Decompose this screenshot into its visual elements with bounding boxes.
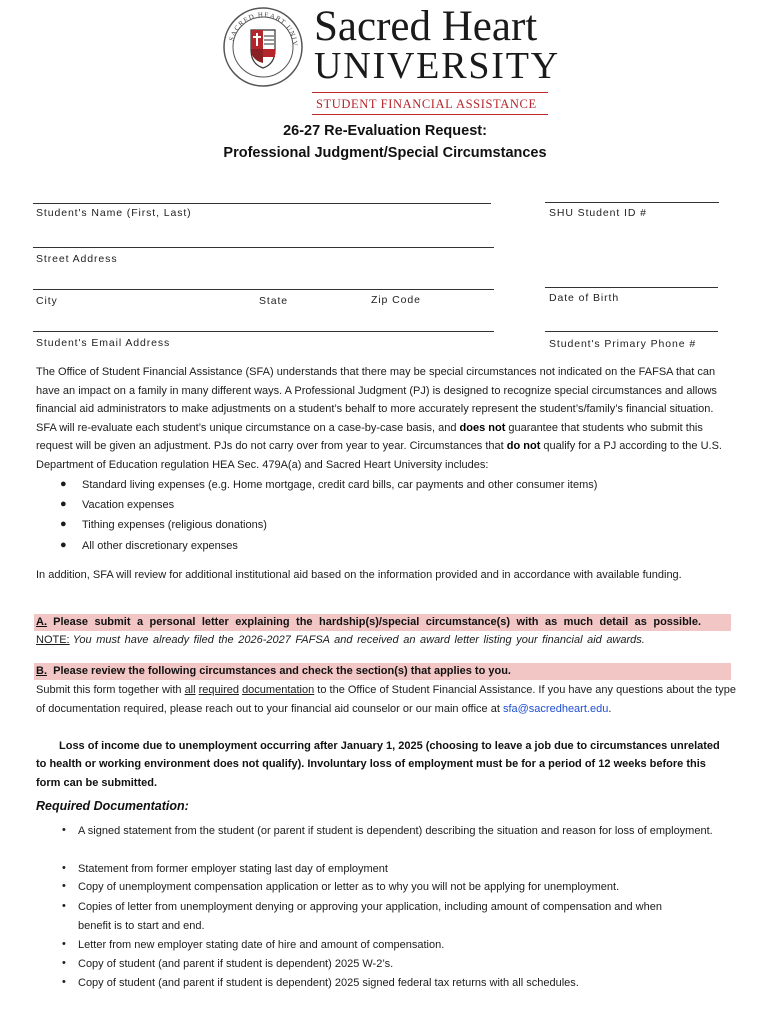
list-item: Standard living expenses (e.g. Home mortgage, credit card bills, car payments and other consumer items) [82, 479, 598, 491]
section-b-heading [36, 665, 511, 677]
page-subtitle: Professional Judgment/Special Circumstances [223, 145, 547, 161]
loss-of-income-heading: Loss of income due to unemployment occurring after January 1, 2025 (choosing to leave a job due to circumstances unrelated to health or working environment does not qualify). Involuntary loss of employment must be for a period of 12 weeks before this form can be submitted. [36, 740, 720, 789]
bullet-icon: • [62, 824, 66, 836]
list-item: Copy of unemployment compensation application or letter as to why you will not be applying for unemployment. [78, 881, 620, 893]
page-title: 26-27 Re-Evaluation Request: [283, 123, 487, 139]
submit-text-2: to the Office of Student Financial Assistance. If you have any questions about the type of documentation required, please reach out to your financial aid counselor or our main office at [36, 684, 736, 715]
submit-required: required [198, 684, 239, 696]
university-seal-logo [222, 6, 304, 88]
student-name-label: Student's Name (First, Last) [36, 207, 192, 219]
intro-text-1: The Office of Student Financial Assistance (SFA) understands that there may be special circumstances not indicated on the FAFSA that can have an impact on a family in many different ways. A Professional Judgment (PJ) is designed to recognize special circumstances and allows financial aid administrators to make adjustments on a student’s behalf to more accurately represent the student’s/family’s financial situation. SFA will re-evaluate each student’s unique circumstance on a case-by-case basis, and [36, 366, 717, 434]
dob-label: Date of Birth [549, 292, 620, 304]
section-a-heading [36, 616, 701, 628]
intro-text-3: qualify for a PJ according to the U.S. Department of Education regulation HEA Sec. 479A(a) and Sacred Heart University includes: [36, 440, 722, 471]
list-item: Tithing expenses (religious donations) [82, 519, 267, 531]
state-label: State [259, 295, 289, 307]
section-b-letter: B. [36, 665, 47, 677]
list-item: Statement from former employer stating last day of employment [78, 863, 388, 875]
email-label: Student's Email Address [36, 337, 171, 349]
note-text: You must have already filed the 2026-2027 FAFSA and received an award letter listing your financial aid awards. [72, 634, 645, 646]
list-item: Copy of student (and parent if student is dependent) 2025 signed federal tax returns with all schedules. [78, 977, 579, 989]
logo-wordmark-line2: UNIVERSITY [314, 45, 560, 87]
section-b-text: Please review the following circumstances and check the section(s) that applies to you. [53, 665, 511, 677]
section-b-instructions [36, 681, 736, 718]
bullet-icon: • [62, 938, 66, 950]
phone-field[interactable] [545, 331, 718, 332]
section-a-note [36, 631, 645, 650]
submit-documentation: documentation [242, 684, 315, 696]
submit-text-1: Submit this form together with [36, 684, 185, 696]
bullet-icon: • [62, 862, 66, 874]
intro-paragraph [36, 363, 730, 475]
bullet-icon: ● [60, 518, 67, 530]
bullet-icon: • [62, 880, 66, 892]
logo-wordmark-line1: Sacred Heart [314, 3, 538, 50]
list-item: Copy of student (and parent if student is dependent) 2025 W-2’s. [78, 958, 394, 970]
list-item: A signed statement from the student (or parent if student is dependent) describing the situation and reason for loss of employment. [78, 825, 713, 837]
sfa-email-link[interactable]: sfa@sacredheart.edu [502, 702, 609, 715]
intro-emphasis-2: do not [506, 440, 541, 453]
required-documentation-label: Required Documentation: [36, 799, 189, 813]
additional-aid-paragraph: In addition, SFA will review for additional institutional aid based on the information provided and in accordance with available funding. [36, 569, 682, 581]
email-field[interactable] [33, 331, 494, 332]
department-name: STUDENT FINANCIAL ASSISTANCE [316, 97, 537, 111]
seal-text: SACRED HEART UNIV [227, 10, 300, 48]
section-a-text: Please submit a personal letter explaining the hardship(s)/special circumstance(s) with as much detail as possible. [53, 616, 702, 628]
list-item: Letter from new employer stating date of hire and amount of compensation. [78, 939, 445, 951]
list-item: Copies of letter from unemployment denying or approving your application, including amount of compensation and when benefit is to start and end. [78, 901, 662, 932]
bullet-icon: • [62, 976, 66, 988]
section-a-letter: A. [36, 616, 47, 628]
city-state-zip-field[interactable] [33, 289, 494, 290]
bullet-icon: • [62, 900, 66, 912]
list-item: All other discretionary expenses [82, 540, 238, 552]
submit-all: all [184, 684, 196, 696]
intro-emphasis-1: does not [459, 421, 506, 434]
logo-rule-top [312, 92, 548, 93]
shu-id-field[interactable] [545, 202, 719, 203]
zip-label: Zip Code [371, 294, 421, 306]
shu-id-label: SHU Student ID # [549, 207, 647, 219]
dob-field[interactable] [545, 287, 718, 288]
street-address-field[interactable] [33, 247, 494, 248]
phone-label: Student's Primary Phone # [549, 338, 697, 350]
note-label: NOTE: [36, 634, 70, 646]
student-name-field[interactable] [33, 203, 491, 204]
bullet-icon: ● [60, 478, 67, 490]
street-address-label: Street Address [36, 253, 118, 265]
city-label: City [36, 295, 58, 307]
logo-rule-bottom [312, 114, 548, 115]
list-item: Vacation expenses [82, 499, 175, 511]
intro-text-2: guarantee that students who submit this request will be given an adjustment. PJs do not carry over from year to year. Circumstances that [36, 421, 703, 453]
bullet-icon: ● [60, 498, 67, 510]
bullet-icon: • [62, 957, 66, 969]
submit-text-3: . [608, 702, 612, 715]
bullet-icon: ● [60, 539, 67, 551]
